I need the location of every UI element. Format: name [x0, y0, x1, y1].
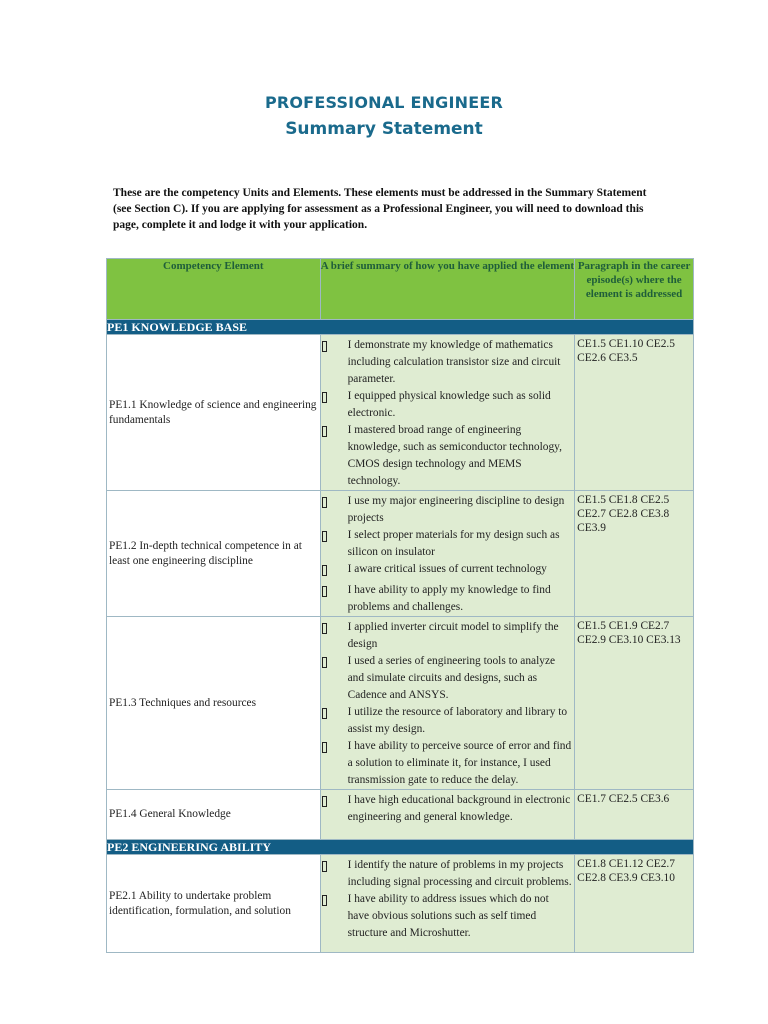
bullet-box-icon [321, 527, 348, 561]
competency-element: PE1.1 Knowledge of science and engineering fundamentals [107, 335, 321, 491]
paragraph-refs: CE1.8 CE1.12 CE2.7 CE2.8 CE3.9 CE3.10 [575, 855, 694, 953]
bullet-item: I applied inverter circuit model to simplify the design [321, 619, 573, 653]
summary-cell [320, 855, 575, 953]
page-subtitle: Summary Statement [285, 119, 483, 139]
bullet-box-icon [321, 857, 348, 891]
competency-element: PE1.3 Techniques and resources [107, 617, 321, 790]
bullet-box-icon [321, 337, 348, 388]
competency-element: PE1.2 In-depth technical competence in at least one engineering discipline [107, 491, 321, 617]
competency-table [106, 258, 694, 953]
page-title: PROFESSIONAL ENGINEER [264, 93, 504, 112]
table-row [107, 617, 694, 790]
table-header-row [107, 259, 694, 320]
table-row [107, 491, 694, 617]
bullet-box-icon [321, 561, 348, 582]
intro-paragraph: These are the competency Units and Elements. These elements must be addressed in the Summary Statement (see Section C). If you are applying for assessment as a Professional Engineer, you will need to download this page, complete it and lodge it with your application. [113, 187, 647, 231]
column-header-element: Competency Element [107, 259, 321, 320]
table-row [107, 790, 694, 840]
bullet-item: I select proper materials for my design such as silicon on insulator [321, 527, 573, 561]
bullet-box-icon [321, 792, 348, 826]
bullet-item: I identify the nature of problems in my projects including signal processing and circuit problems. [321, 857, 573, 891]
bullet-box-icon [321, 738, 348, 789]
summary-cell [320, 617, 575, 790]
bullet-item: I have ability to address issues which do not have obvious solutions such as self timed structure and Microshutter. [321, 891, 573, 942]
bullet-item: I use my major engineering discipline to design projects [321, 493, 573, 527]
competency-element: PE1.4 General Knowledge [107, 790, 321, 840]
bullet-box-icon [321, 704, 348, 738]
bullet-box-icon [321, 422, 348, 490]
bullet-item: I have ability to apply my knowledge to find problems and challenges. [321, 582, 573, 616]
bullet-box-icon [321, 891, 348, 942]
bullet-item: I utilize the resource of laboratory and library to assist my design. [321, 704, 573, 738]
column-header-paragraph: Paragraph in the career episode(s) where the element is addressed [575, 259, 694, 320]
table-row [107, 335, 694, 491]
competency-element: PE2.1 Ability to undertake problem identification, formulation, and solution [107, 855, 321, 953]
section-header: PE2 ENGINEERING ABILITY [107, 840, 694, 855]
bullet-box-icon [321, 619, 348, 653]
summary-cell [320, 790, 575, 840]
bullet-item: I equipped physical knowledge such as solid electronic. [321, 388, 573, 422]
bullet-box-icon [321, 653, 348, 704]
paragraph-refs: CE1.5 CE1.9 CE2.7 CE2.9 CE3.10 CE3.13 [575, 617, 694, 790]
bullet-item: I have high educational background in electronic engineering and general knowledge. [321, 792, 573, 826]
summary-cell [320, 335, 575, 491]
bullet-item: I used a series of engineering tools to analyze and simulate circuits and designs, such as Cadence and ANSYS. [321, 653, 573, 704]
table-row [107, 855, 694, 953]
bullet-item: I have ability to perceive source of error and find a solution to eliminate it, for instance, I used transmission gate to reduce the delay. [321, 738, 573, 789]
bullet-item: I mastered broad range of engineering knowledge, such as semiconductor technology, CMOS design technology and MEMS technology. [321, 422, 573, 490]
paragraph-refs: CE1.5 CE1.8 CE2.5 CE2.7 CE2.8 CE3.8 CE3.9 [575, 491, 694, 617]
column-header-summary: A brief summary of how you have applied the element [320, 259, 575, 320]
paragraph-refs: CE1.5 CE1.10 CE2.5 CE2.6 CE3.5 [575, 335, 694, 491]
bullet-box-icon [321, 493, 348, 527]
bullet-item: I aware critical issues of current technology [321, 561, 573, 582]
bullet-box-icon [321, 582, 348, 616]
section-header: PE1 KNOWLEDGE BASE [107, 320, 694, 335]
bullet-item: I demonstrate my knowledge of mathematics including calculation transistor size and circuit parameter. [321, 337, 573, 388]
bullet-box-icon [321, 388, 348, 422]
paragraph-refs: CE1.7 CE2.5 CE3.6 [575, 790, 694, 840]
summary-cell [320, 491, 575, 617]
